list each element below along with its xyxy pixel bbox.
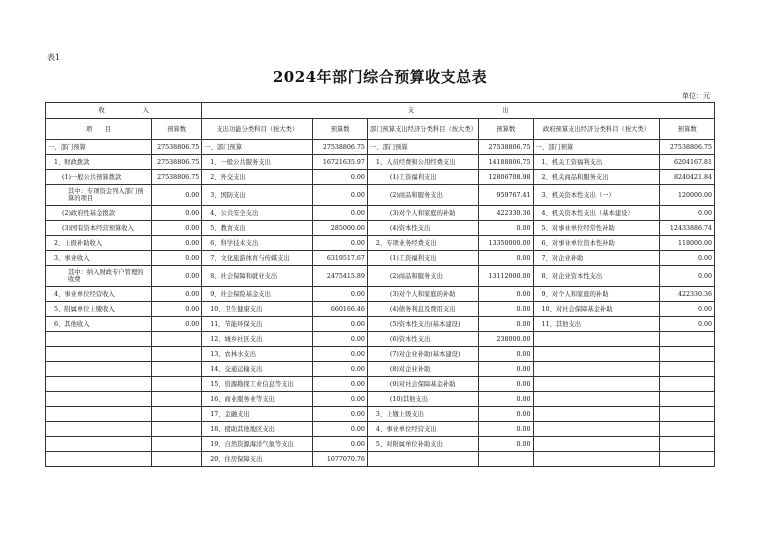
dept-econ-item: (4)资本性支出 <box>367 221 478 236</box>
gov-econ-amount: 0.00 <box>660 206 715 221</box>
func-item: 7、文化旅游体育与传媒支出 <box>202 251 313 266</box>
func-item: 16、商业服务业等支出 <box>202 392 313 407</box>
gov-econ-item <box>533 437 660 452</box>
income-item: 4、事业单位经营收入 <box>46 287 152 302</box>
income-amount: 27538806.75 <box>151 155 201 170</box>
income-item <box>46 407 152 422</box>
header-row-2 <box>46 119 715 140</box>
income-amount <box>151 452 201 467</box>
func-item: 14、交通运输支出 <box>202 362 313 377</box>
gov-econ-amount: 0.00 <box>660 266 715 287</box>
func-amount: 660166.46 <box>313 302 368 317</box>
gov-econ-item: 8、对企业资本性支出 <box>533 266 660 287</box>
table-row <box>46 185 715 206</box>
table-row <box>46 140 715 155</box>
dept-econ-item: 5、对附属单位补助支出 <box>367 437 478 452</box>
dept-econ-item: (3)对个人和家庭的补助 <box>367 287 478 302</box>
gov-econ-item: 9、对个人和家庭的补助 <box>533 287 660 302</box>
dept-econ-amount: 238000.00 <box>479 332 534 347</box>
income-item: 其中：纳入财政专户管理的收费 <box>46 266 152 287</box>
table-row <box>46 287 715 302</box>
table-body <box>46 103 715 467</box>
func-item: 6、科学技术支出 <box>202 236 313 251</box>
func-item: 5、教育支出 <box>202 221 313 236</box>
dept-econ-header: 部门预算支出经济分类科目（按大类） <box>367 119 478 140</box>
table-row <box>46 377 715 392</box>
func-amount: 2475415.89 <box>313 266 368 287</box>
func-item: 20、住房保障支出 <box>202 452 313 467</box>
func-item: 8、社会保障和就业支出 <box>202 266 313 287</box>
func-amount: 0.00 <box>313 377 368 392</box>
table-row <box>46 155 715 170</box>
income-item <box>46 377 152 392</box>
income-item <box>46 422 152 437</box>
dept-econ-item: (4)债务利息及费用支出 <box>367 302 478 317</box>
dept-econ-amount: 959767.41 <box>479 185 534 206</box>
func-item: 4、公共安全支出 <box>202 206 313 221</box>
dept-econ-item: (10)其他支出 <box>367 392 478 407</box>
dept-econ-item: (2)商品和服务支出 <box>367 266 478 287</box>
gov-econ-amount <box>660 452 715 467</box>
func-item: 18、援助其他地区支出 <box>202 422 313 437</box>
item-header: 项 目 <box>46 119 152 140</box>
amount-header: 预算数 <box>151 119 201 140</box>
func-amount: 0.00 <box>313 317 368 332</box>
dept-econ-item: 3、上缴上级支出 <box>367 407 478 422</box>
income-item: (2)政府性基金拨款 <box>46 206 152 221</box>
table-row <box>46 206 715 221</box>
income-item: 一、部门预算 <box>46 140 152 155</box>
table-row <box>46 407 715 422</box>
income-item: 3、事业收入 <box>46 251 152 266</box>
gov-econ-item: 7、对企业补助 <box>533 251 660 266</box>
income-amount <box>151 332 201 347</box>
table-row <box>46 236 715 251</box>
func-amount: 0.00 <box>313 392 368 407</box>
func-amount: 0.00 <box>313 332 368 347</box>
func-amount: 0.00 <box>313 347 368 362</box>
dept-econ-amount: 14188806.75 <box>479 155 534 170</box>
income-amount <box>151 407 201 422</box>
dept-econ-amount: 422330.36 <box>479 206 534 221</box>
dept-econ-amount: 0.00 <box>479 302 534 317</box>
dept-econ-item: 4、事业单位经营支出 <box>367 422 478 437</box>
income-item: (3)国有资本经营预算收入 <box>46 221 152 236</box>
gov-econ-amount <box>660 377 715 392</box>
income-amount <box>151 422 201 437</box>
gov-econ-item <box>533 422 660 437</box>
dept-econ-amount: 0.00 <box>479 347 534 362</box>
sheet-tag: 表1 <box>47 53 61 62</box>
dept-econ-amount: 0.00 <box>479 407 534 422</box>
gov-econ-item: 6、对事业单位资本性补助 <box>533 236 660 251</box>
gov-econ-item: 5、对事业单位经常性补助 <box>533 221 660 236</box>
func-amount: 0.00 <box>313 422 368 437</box>
income-item: 1、财政拨款 <box>46 155 152 170</box>
gov-econ-item <box>533 332 660 347</box>
income-item <box>46 392 152 407</box>
dept-econ-amount: 0.00 <box>479 377 534 392</box>
income-item: 2、上级补助收入 <box>46 236 152 251</box>
gov-econ-amount: 0.00 <box>660 317 715 332</box>
func-amount: 1077070.76 <box>313 452 368 467</box>
gov-econ-item: 4、机关资本性支出（基本建设） <box>533 206 660 221</box>
income-item <box>46 437 152 452</box>
dept-econ-amount <box>479 452 534 467</box>
func-item: 17、金融支出 <box>202 407 313 422</box>
table-row <box>46 332 715 347</box>
income-amount <box>151 347 201 362</box>
gov-econ-amount <box>660 422 715 437</box>
expense-header: 支 出 <box>202 103 715 119</box>
dept-econ-amount: 0.00 <box>479 437 534 452</box>
table-row <box>46 302 715 317</box>
func-item: 12、城乡社区支出 <box>202 332 313 347</box>
unit-label: 单位：元 <box>682 92 710 100</box>
budget-summary-table <box>45 102 715 467</box>
func-item: 19、自然资源海洋气象等支出 <box>202 437 313 452</box>
dept-econ-item: (5)资本性支出(基本建设) <box>367 317 478 332</box>
income-amount: 27538806.75 <box>151 170 201 185</box>
dept-econ-amount: 13112000.00 <box>479 266 534 287</box>
income-item <box>46 332 152 347</box>
func-item: 一、部门预算 <box>202 140 313 155</box>
func-amount: 0.00 <box>313 206 368 221</box>
func-amount: 6319517.67 <box>313 251 368 266</box>
gov-econ-amount: 27538806.75 <box>660 140 715 155</box>
table-row <box>46 362 715 377</box>
dept-econ-amount: 0.00 <box>479 221 534 236</box>
income-amount: 0.00 <box>151 317 201 332</box>
gov-econ-item <box>533 392 660 407</box>
dept-econ-item: (6)资本性支出 <box>367 332 478 347</box>
dept-econ-amount: 27538806.75 <box>479 140 534 155</box>
func-amount: 285000.00 <box>313 221 368 236</box>
income-amount <box>151 362 201 377</box>
gov-econ-amount <box>660 392 715 407</box>
income-item: 6、其他收入 <box>46 317 152 332</box>
gov-econ-amount: 0.00 <box>660 302 715 317</box>
gov-econ-amount <box>660 347 715 362</box>
income-amount <box>151 377 201 392</box>
gov-econ-amount: 422330.36 <box>660 287 715 302</box>
gov-econ-amount: 6204167.81 <box>660 155 715 170</box>
dept-econ-item: 1、人员经费和公用经费支出 <box>367 155 478 170</box>
gov-econ-item: 一、部门预算 <box>533 140 660 155</box>
gov-econ-item: 1、机关工资福利支出 <box>533 155 660 170</box>
func-amount: 27538806.75 <box>313 140 368 155</box>
income-item <box>46 452 152 467</box>
income-amount: 0.00 <box>151 221 201 236</box>
gov-econ-item <box>533 347 660 362</box>
func-amount: 16721635.97 <box>313 155 368 170</box>
func-class-header: 支出功能分类科目（按大类） <box>202 119 313 140</box>
func-amount: 0.00 <box>313 236 368 251</box>
income-amount: 0.00 <box>151 251 201 266</box>
dept-econ-item: (9)对社会保障基金补助 <box>367 377 478 392</box>
amount-header: 预算数 <box>660 119 715 140</box>
gov-econ-amount: 0.00 <box>660 251 715 266</box>
dept-econ-item: (1)工资福利支出 <box>367 170 478 185</box>
income-amount: 27538806.75 <box>151 140 201 155</box>
dept-econ-item: (1)工资福利支出 <box>367 251 478 266</box>
header-row-1 <box>46 103 715 119</box>
table-row <box>46 170 715 185</box>
page-title: 2024年部门综合预算收支总表 <box>272 68 488 86</box>
gov-econ-amount: 120000.00 <box>660 185 715 206</box>
income-item: 其中：专项资金列入部门预算的项目 <box>46 185 152 206</box>
gov-econ-amount: 8240421.84 <box>660 170 715 185</box>
func-item: 11、节能环保支出 <box>202 317 313 332</box>
gov-econ-item <box>533 362 660 377</box>
income-amount <box>151 437 201 452</box>
func-amount: 0.00 <box>313 170 368 185</box>
table-row <box>46 452 715 467</box>
func-item: 9、社会保险基金支出 <box>202 287 313 302</box>
gov-econ-amount <box>660 437 715 452</box>
table-row <box>46 392 715 407</box>
gov-econ-header: 政府预算支出经济分类科目（按大类） <box>533 119 660 140</box>
table-row <box>46 347 715 362</box>
dept-econ-amount: 0.00 <box>479 317 534 332</box>
income-amount: 0.00 <box>151 236 201 251</box>
func-item: 1、一般公共服务支出 <box>202 155 313 170</box>
gov-econ-item: 11、其他支出 <box>533 317 660 332</box>
func-amount: 0.00 <box>313 287 368 302</box>
gov-econ-amount: 118000.00 <box>660 236 715 251</box>
gov-econ-amount <box>660 332 715 347</box>
dept-econ-item: 2、专项业务经费支出 <box>367 236 478 251</box>
gov-econ-item: 3、机关资本性支出（一） <box>533 185 660 206</box>
func-item: 15、资源勘探工业信息等支出 <box>202 377 313 392</box>
table-row <box>46 317 715 332</box>
dept-econ-amount: 0.00 <box>479 251 534 266</box>
dept-econ-item: (7)对企业补助(基本建设) <box>367 347 478 362</box>
income-amount: 0.00 <box>151 185 201 206</box>
income-amount: 0.00 <box>151 302 201 317</box>
gov-econ-item <box>533 407 660 422</box>
income-amount <box>151 392 201 407</box>
income-item <box>46 347 152 362</box>
func-item: 3、国防支出 <box>202 185 313 206</box>
dept-econ-item: (8)对企业补助 <box>367 362 478 377</box>
gov-econ-amount <box>660 407 715 422</box>
func-item: 13、农林水支出 <box>202 347 313 362</box>
func-amount: 0.00 <box>313 185 368 206</box>
income-item <box>46 362 152 377</box>
dept-econ-item: 一、部门预算 <box>367 140 478 155</box>
gov-econ-item: 2、机关商品和服务支出 <box>533 170 660 185</box>
dept-econ-item: (3)对个人和家庭的补助 <box>367 206 478 221</box>
amount-header: 预算数 <box>479 119 534 140</box>
dept-econ-amount: 13350000.00 <box>479 236 534 251</box>
table-row <box>46 251 715 266</box>
income-amount: 0.00 <box>151 206 201 221</box>
table-row <box>46 437 715 452</box>
dept-econ-amount: 12806708.98 <box>479 170 534 185</box>
gov-econ-amount <box>660 362 715 377</box>
dept-econ-amount: 0.00 <box>479 287 534 302</box>
amount-header: 预算数 <box>313 119 368 140</box>
gov-econ-item <box>533 452 660 467</box>
gov-econ-amount: 12433886.74 <box>660 221 715 236</box>
dept-econ-item <box>367 452 478 467</box>
func-item: 2、外交支出 <box>202 170 313 185</box>
table-row <box>46 422 715 437</box>
dept-econ-item: (2)商品和服务支出 <box>367 185 478 206</box>
dept-econ-amount: 0.00 <box>479 422 534 437</box>
gov-econ-item: 10、对社会保障基金补助 <box>533 302 660 317</box>
func-amount: 0.00 <box>313 362 368 377</box>
func-amount: 0.00 <box>313 407 368 422</box>
dept-econ-amount: 0.00 <box>479 392 534 407</box>
func-item: 10、卫生健康支出 <box>202 302 313 317</box>
income-item: 5、附属单位上缴收入 <box>46 302 152 317</box>
income-amount: 0.00 <box>151 266 201 287</box>
income-header: 收 入 <box>46 103 202 119</box>
func-amount: 0.00 <box>313 437 368 452</box>
dept-econ-amount: 0.00 <box>479 362 534 377</box>
table-row <box>46 221 715 236</box>
income-amount: 0.00 <box>151 287 201 302</box>
table-row <box>46 266 715 287</box>
gov-econ-item <box>533 377 660 392</box>
income-item: (1)一般公共预算拨款 <box>46 170 152 185</box>
